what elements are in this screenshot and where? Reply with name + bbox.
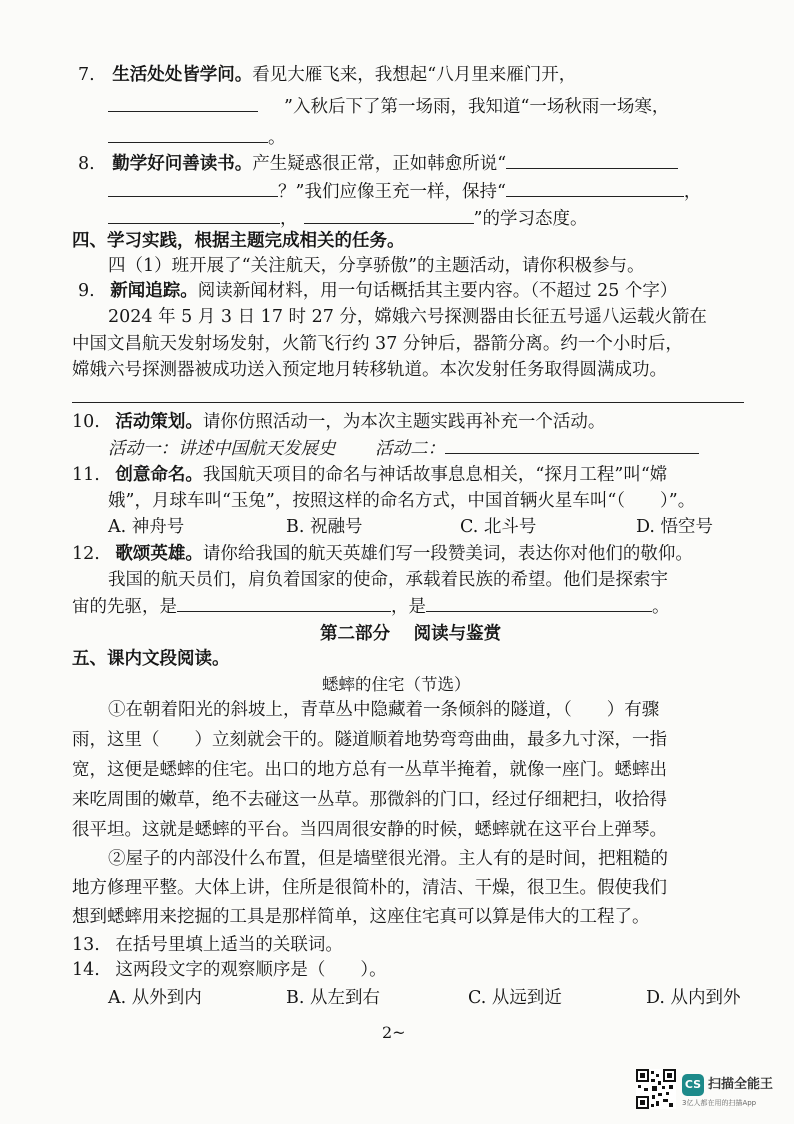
q10-activity-2-blank[interactable] (445, 435, 699, 454)
q12-line3-end: 。 (652, 597, 670, 617)
q11-option-d[interactable]: D. 悟空号 (636, 517, 714, 537)
part2-heading: 第二部分 阅读与鉴赏 (320, 624, 502, 644)
q8-number: 8. (78, 154, 95, 174)
q7-text: 看见大雁飞来，我想起“八月里来雁门开， (252, 65, 577, 85)
section5-heading: 五、课内文段阅读。 (72, 649, 230, 669)
q12-number: 12. (72, 544, 100, 564)
qr-code-icon (636, 1069, 676, 1109)
q13-line (72, 932, 343, 958)
q14-line (72, 957, 387, 983)
q9-number: 9. (78, 281, 95, 301)
q12-title: 歌颂英雄。 (115, 544, 203, 564)
q12-blank-1[interactable] (177, 593, 391, 612)
q14-option-b[interactable]: B. 从左到右 (286, 988, 380, 1008)
q14-option-d[interactable]: D. 从内到外 (646, 988, 741, 1008)
q8-line2 (108, 178, 701, 205)
q10-number: 10. (72, 412, 100, 432)
q9-news-line3: 嫦娥六号探测器被成功送入预定地月转移轨道。本次发射任务取得圆满成功。 (72, 360, 667, 380)
q11-number: 11. (72, 465, 100, 485)
passage-p2-line1: ②屋子的内部没什么布置，但是墙壁很光滑。主人有的是时间，把粗糙的 (108, 849, 668, 869)
q8-blank-5[interactable] (304, 205, 474, 224)
q8-title: 勤学好问善读书。 (112, 154, 253, 174)
q8-line3-mid: ， (280, 209, 298, 229)
passage-p1-line3: 宽，这便是蟋蟀的住宅。出口的地方总有一丛草半掩着，就像一座门。蟋蟀出 (72, 760, 667, 780)
q10-text: 请你仿照活动一，为本次主题实践再补充一个活动。 (202, 412, 606, 432)
q11-option-a[interactable]: A. 神舟号 (108, 517, 185, 537)
q12-line3-mid: ，是 (391, 597, 426, 617)
passage-p1-line1: ①在朝着阳光的斜坡上，青草丛中隐藏着一条倾斜的隧道，（ ）有骤 (108, 700, 660, 720)
scanner-app-tagline: 3亿人都在用的扫描App (682, 1099, 757, 1107)
q8-text: 产生疑惑很正常，正如韩愈所说“ (252, 154, 507, 174)
q7-line2 (108, 93, 669, 120)
page-number: 2~ (382, 1023, 406, 1042)
q8-line1 (78, 150, 678, 177)
q11-option-b[interactable]: B. 祝融号 (286, 517, 363, 537)
section4-intro: 四（1）班开展了“关注航天，分享骄傲”的主题活动，请你积极参与。 (108, 256, 645, 276)
q14-number: 14. (72, 960, 100, 980)
q12-line3-start: 宙的先驱，是 (72, 597, 177, 617)
q7-line1 (78, 62, 576, 88)
q10-title: 活动策划。 (115, 412, 203, 432)
q7-blank-2[interactable] (108, 124, 268, 143)
q14-option-c[interactable]: C. 从远到近 (468, 988, 562, 1008)
passage-p1-line4: 来吃周围的嫩草，绝不去碰这一丛草。那微斜的门口，经过仔细耙扫，收拾得 (72, 790, 667, 810)
q7-number: 7. (78, 65, 95, 85)
q14-text: 这两段文字的观察顺序是（ ）。 (115, 960, 387, 980)
q9-answer-line[interactable] (72, 402, 744, 403)
q10-activities (108, 435, 699, 462)
q11-line1 (72, 462, 667, 488)
q14-option-a[interactable]: A. 从外到内 (108, 988, 202, 1008)
section4-heading: 四、学习实践，根据主题完成相关的任务。 (72, 231, 405, 251)
q12-text: 请你给我国的航天英雄们写一段赞美词，表达你对他们的敬仰。 (202, 544, 693, 564)
q9-line (78, 278, 677, 304)
camscanner-logo-icon: CS (682, 1074, 704, 1096)
q12-line3 (72, 593, 670, 620)
q8-blank-1[interactable] (506, 150, 678, 169)
q7-line3 (108, 124, 286, 151)
q11-line2: 娥”，月球车叫“玉兔”，按照这样的命名方式，中国首辆火星车叫“（ ）”。 (108, 491, 696, 511)
q8-blank-2[interactable] (108, 178, 278, 197)
passage-p2-line3: 想到蟋蟀用来挖掘的工具是那样简单，这座住宅真可以算是伟大的工程了。 (72, 907, 650, 927)
q10-activity-1: 活动一：讲述中国航天发展史 (108, 439, 336, 459)
q8-line2-end: ， (683, 182, 702, 202)
q12-blank-2[interactable] (426, 593, 652, 612)
q8-blank-4[interactable] (108, 205, 280, 224)
q7-line3-text: 。 (268, 128, 286, 148)
q13-number: 13. (72, 935, 100, 955)
passage-p1-line2: 雨，这里（ ）立刻就会干的。隧道顺着地势弯弯曲曲，最多九寸深，一指 (72, 730, 667, 750)
q7-line2-text: ”入秋后下了第一场雨，我知道“一场秋雨一场寒， (284, 97, 670, 117)
q8-line2-text: ？”我们应像王充一样，保持“ (278, 182, 506, 202)
q11-option-c[interactable]: C. 北斗号 (460, 517, 537, 537)
q12-line2: 我国的航天员们，肩负着国家的使命，承载着民族的希望。他们是探索宇 (108, 570, 668, 590)
q11-text: 我国航天项目的命名与神话故事息息相关，“探月工程”叫“嫦 (202, 465, 668, 485)
q7-title: 生活处处皆学问。 (112, 65, 253, 85)
q9-title: 新闻追踪。 (110, 281, 198, 301)
q11-title: 创意命名。 (115, 465, 203, 485)
q10-activity-2-label: 活动二： (375, 439, 446, 459)
q12-line1 (72, 541, 693, 567)
q9-news-line1: 2024 年 5 月 3 日 17 时 27 分，嫦娥六号探测器由长征五号遥八运载火箭在 (108, 307, 707, 327)
q8-blank-3[interactable] (506, 178, 684, 197)
scanner-app-name: 扫描全能王 (708, 1077, 774, 1092)
q7-blank-1[interactable] (108, 93, 258, 112)
q13-text: 在括号里填上适当的关联词。 (115, 935, 343, 955)
passage-p2-line2: 地方修理平整。大体上讲，住所是很简朴的，清洁、干燥，很卫生。假使我们 (72, 878, 667, 898)
q10-line (72, 409, 605, 435)
q8-line3-end: ”的学习态度。 (473, 209, 588, 229)
q9-news-line2: 中国文昌航天发射场发射，火箭飞行约 37 分钟后，器箭分离。约一个小时后， (72, 334, 683, 354)
q9-text: 阅读新闻材料，用一句话概括其主要内容。（不超过 25 个字） (197, 281, 678, 301)
passage-p1-line5: 很平坦。这就是蟋蟀的平台。当四周很安静的时候，蟋蟀就在这平台上弹琴。 (72, 820, 667, 840)
passage-title: 蟋蟀的住宅（节选） (322, 675, 471, 694)
